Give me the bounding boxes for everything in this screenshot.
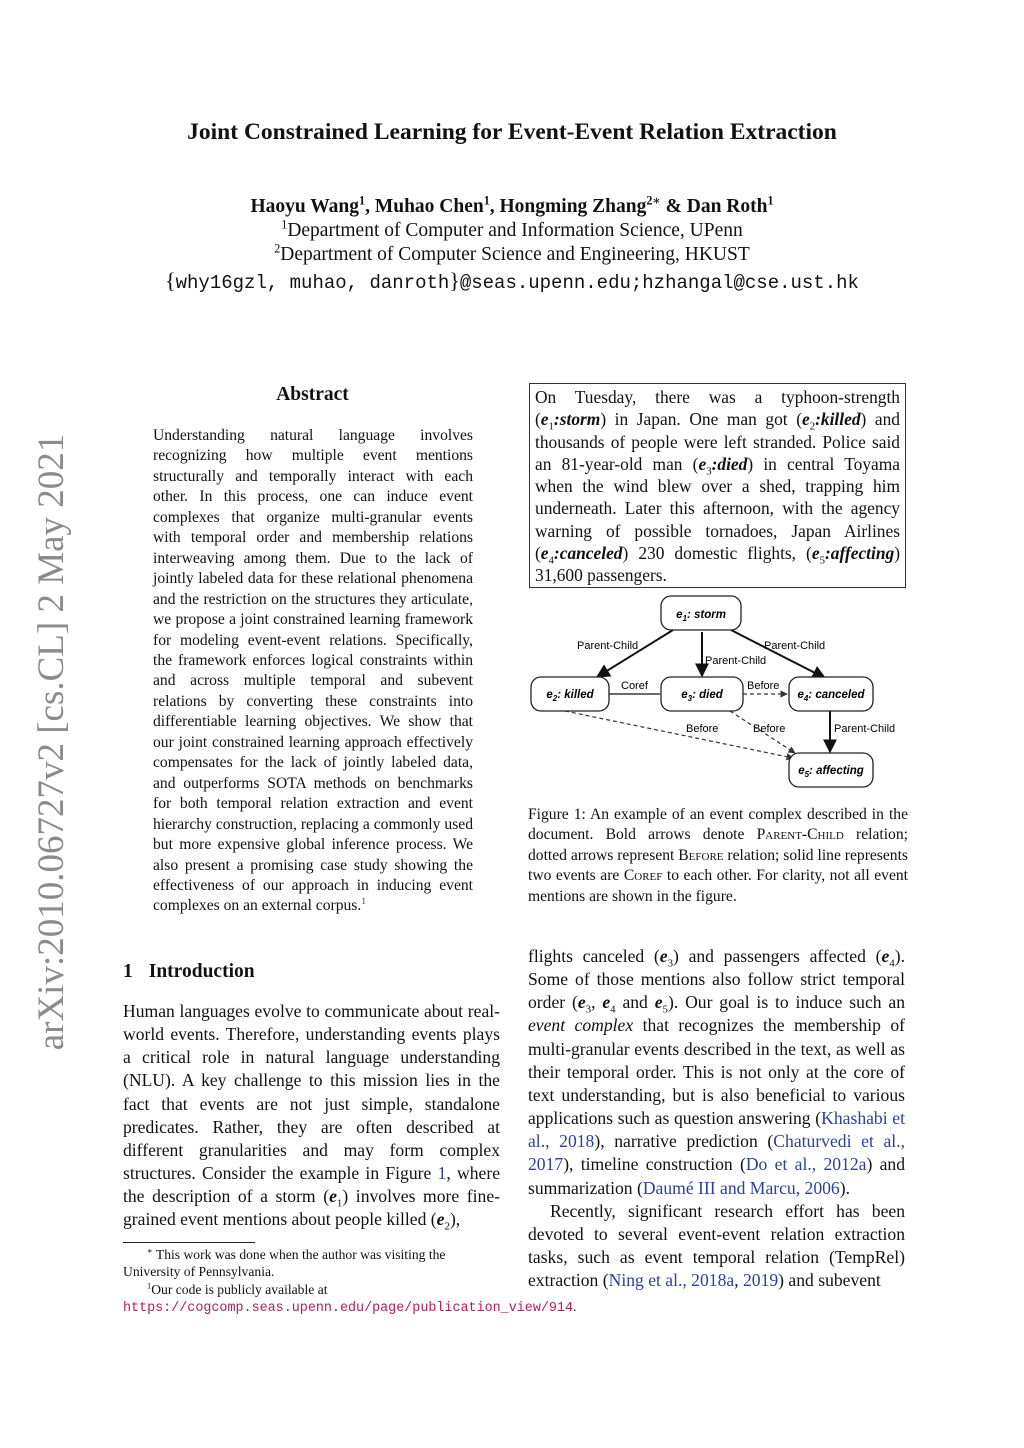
author-affil-sup: 1	[767, 193, 774, 208]
code-url-link[interactable]: https://cogcomp.seas.upenn.edu/page/publication_view/914	[123, 1301, 573, 1316]
text-run: ) in Japan. One man got (	[600, 409, 802, 430]
text-run: ) and passengers affected (	[673, 946, 882, 966]
edge-label: Before	[747, 680, 780, 692]
event-mention: affecting	[830, 543, 895, 564]
text-run: ) and subevent	[778, 1270, 881, 1291]
edge-label: Parent-Child	[577, 640, 639, 652]
affiliation-2	[0, 241, 1024, 266]
text-run: ) involves more fine-grained event mentions about people killed (	[123, 1186, 500, 1230]
text-run: ) 31,600 passengers.	[535, 543, 900, 586]
relation-name: Coref	[623, 867, 663, 885]
caption-label: Figure 1:	[528, 806, 586, 823]
edge-label: Parent-Child	[764, 640, 826, 652]
event-node-e1	[661, 596, 741, 630]
brace-close: }	[449, 268, 460, 293]
author-name: Haoyu Wang	[250, 196, 360, 217]
footnote-rule	[123, 1242, 255, 1243]
author-ampersand: &	[665, 196, 682, 217]
text-run: that recognizes the membership of multi-granular events described in the text, as well as their temporal order. This is not only at the core of text understanding, but is also beneficial to various applications such as question answering (	[528, 1015, 906, 1129]
figure-caption	[528, 805, 908, 907]
citation-link[interactable]: Do et al., 2012a	[745, 1154, 867, 1175]
edge-label: Coref	[621, 680, 648, 692]
text-run: An example of an event complex described in the document. Bold arrows denote	[528, 806, 908, 844]
text-run: , where the description of a storm (	[123, 1163, 501, 1207]
author-name: Dan Roth	[686, 196, 768, 217]
text-run: relation; dotted arrows represent	[528, 826, 908, 864]
text-run: Recently, significant research effort has been devoted to several event-event relation extraction tasks, such as event temporal relation (TempRel) extraction (	[528, 1200, 905, 1291]
section-heading	[123, 961, 255, 983]
text-run: ) in central Toyama when the wind blew over a shed, trapping him underneath. Later this afternoon, with the agency warning of possible tornadoes, Japan Airlines (	[535, 453, 900, 564]
footnote-text: .	[573, 1299, 577, 1314]
svg-text:e2: killed: $e_2$: killed	[546, 689, 594, 703]
section-number: 1	[123, 961, 133, 982]
edge-label: Before	[753, 723, 786, 735]
edge-label: Parent-Child	[705, 655, 767, 667]
footnote-2	[123, 1280, 577, 1317]
edge-label: Parent-Child	[834, 723, 896, 735]
affil-sup: 2	[274, 241, 281, 256]
footnote-mark: ∗	[147, 1245, 153, 1256]
svg-text:e1: storm: $e_1$: storm	[676, 609, 726, 623]
affil-sup: 1	[281, 217, 288, 232]
emphasis-term: event complex	[528, 1015, 634, 1036]
text-run: ),	[449, 1209, 461, 1230]
arxiv-side-label: arXiv:2010.06727v2 [cs.CL] 2 May 2021	[31, 433, 72, 1051]
event-mention: killed	[820, 409, 861, 430]
event-node-e2	[531, 677, 609, 711]
footnote-text: This work was done when the author was visiting the University of Pennsylvania.	[123, 1247, 446, 1279]
footnote-mark: 1	[147, 1280, 152, 1291]
edge-label: Before	[686, 723, 719, 735]
email-other: hzhangal@cse.ust.hk	[642, 272, 859, 294]
relation-name: Before	[678, 846, 724, 864]
author-name: Muhao Chen	[374, 196, 484, 217]
footnote-link[interactable]: 1	[361, 896, 367, 908]
text-run: ), narrative prediction (	[594, 1131, 774, 1152]
author-name: Hongming Zhang	[499, 196, 647, 217]
footnote-text: Our code is publicly available at	[151, 1282, 328, 1297]
intro-right-text: flights canceled $(e_3)$ and passengers affected $(e_4)$. Some of those mentions also follow strict temporal order ($e_3$, $e_4$ and $e_5$). Our goal is to induce such an event complex that recognizes the membership of multi-granular events described in the text, as well as their temporal order. This is not only at the core of text understanding, but is also beneficial to various applications such as question answering (Khashabi et al., 2018), narrative prediction (Chaturvedi et al., 2017), timeline construction (Do et al., 2012a) and summarization (Daumé III and Marcu, 2006). Recently, significant research effort has been devoted to several event-event relation extraction tasks, such as event temporal relation (TempRel) extraction (Ning et al., 2018a, 2019) and subevent	[528, 946, 906, 1291]
text-run: On Tuesday, there was a typhoon-strength (	[535, 387, 900, 430]
affil-text: Department of Computer and Information Science, UPenn	[287, 220, 743, 241]
text-run: to each other. For clarity, not all event mentions are shown in the figure.	[528, 867, 908, 905]
paper-title: Joint Constrained Learning for Event-Event Relation Extraction	[187, 119, 837, 145]
text-run: ) and thousands of people were left stranded. Police said an 81-year-old man (	[535, 409, 900, 474]
text-run: ) and summarization (	[528, 1154, 905, 1198]
citation-link[interactable]: Ning et al., 2018a	[608, 1270, 735, 1291]
edge-parent-child	[731, 630, 825, 678]
relation-name: Parent-Child	[756, 826, 844, 844]
email-domain: @seas.upenn.edu;	[459, 272, 643, 294]
author-affil-sup: 2∗	[646, 193, 661, 208]
example-text-box: On Tuesday, there was a typhoon-strength $(e_1:storm)$ in Japan. One man got $(e_2:killed)$ and thousands of people were left stranded. Police said an 81-year-old man $(e_3:died)$ in central Toyama when the wind blew over a shed, trapping him underneath. Later this afternoon, with the agency warning of possible tornadoes, Japan Airlines $(e_4:canceled)$ 230 domestic flights, $(e_5:affecting)$ 31,600 passengers.	[529, 383, 906, 588]
text-run: ). Some of those mentions also follow strict temporal order (	[528, 946, 905, 1013]
svg-text:e5: affecting: $e_5$: affecting	[798, 765, 864, 779]
abstract-text: Understanding natural language involves recognizing how multiple event mentions structurally and temporally interact with each other. In this process, one can induce event complexes that organize multi-granular events with temporal order and membership relations interweaving among them. Due to the lack of jointly labeled data for these relational phenomena and the restriction on the structures they articulate, we propose a joint constrained learning framework for modeling event-event relations. Specifically, the framework enforces logical constraints within and across multiple temporal and subevent relations by converting these constraints into differentiable learning objectives. We show that our joint constrained learning approach effectively compensates for the lack of jointly labeled data, and outperforms SOTA methods on benchmarks for both temporal relation extraction and event hierarchy construction, replacing a commonly used but more expensive global inference process. We also present a promising case study showing the effectiveness of our approach in inducing event complexes on an external corpus.	[153, 427, 473, 915]
author-emails	[0, 268, 1024, 294]
intro-left-text: Human languages evolve to communicate about real-world events. Therefore, understanding events plays a critical role in natural language understanding (NLU). A key challenge to this mission lies in the fact that events are not just simple, standalone predicates. Rather, they are often described at different granularities and may form complex structures. Consider the example in Figure 1, where the description of a storm $(e_1)$ involves more fine-grained event mentions about people killed $(e_2)$,	[123, 1001, 501, 1233]
event-mention: canceled	[559, 543, 623, 564]
text-run: relation; solid line represents two events are	[528, 846, 908, 885]
event-node-e3	[661, 677, 743, 711]
event-node-e4	[789, 677, 873, 711]
text-run: Human languages evolve to communicate about real-world events. Therefore, understanding events plays a critical role in natural language understanding (NLU). A key challenge to this mission lies in the fact that events are not just simple, standalone predicates. Rather, they are often described at different granularities and may form complex structures. Consider the example in Figure	[123, 1001, 500, 1184]
author-affil-sup: 1	[359, 193, 366, 208]
citation-link[interactable]: Daumé III and Marcu, 2006	[642, 1177, 840, 1198]
abstract-heading: Abstract	[276, 384, 349, 405]
text-run: ).	[839, 1177, 850, 1198]
author-list: Haoyu Wang$^1$, Muhao Chen$^1$, Hongming Zhang$^{2∗}$ & Dan Roth$^1$	[250, 193, 774, 217]
author-affil-sup: 1	[483, 193, 490, 208]
citation-link[interactable]: Chaturvedi et al., 2017	[528, 1131, 905, 1175]
text-run: ,	[734, 1270, 743, 1291]
citation-link[interactable]: Khashabi et al., 2018	[528, 1108, 905, 1152]
abstract-body	[153, 426, 473, 917]
text-run: flights canceled (	[528, 946, 660, 966]
event-complex-figure	[525, 590, 915, 790]
text-run: ), timeline construction (	[563, 1154, 746, 1175]
svg-text:e3: died: $e_3$: died	[681, 689, 723, 703]
event-mention: storm	[559, 409, 601, 430]
figure-ref-link[interactable]: 1	[437, 1163, 447, 1184]
event-node-e5	[789, 753, 873, 787]
citation-link[interactable]: 2019	[742, 1270, 779, 1291]
brace-open: {	[165, 268, 176, 293]
edge-parent-child	[597, 630, 673, 677]
affil-text: Department of Computer Science and Engineering, HKUST	[280, 244, 750, 265]
footnote-1	[123, 1246, 503, 1280]
event-mention: died	[717, 453, 748, 474]
text-run: and	[615, 992, 655, 1013]
svg-text:e4: canceled: $e_4$: canceled	[797, 689, 865, 703]
email-group: why16gzl, muhao, danroth	[175, 272, 450, 294]
affiliation-1	[0, 217, 1024, 242]
text-run: ). Our goal is to induce such an	[667, 992, 905, 1013]
text-run: ) 230 domestic flights, (	[622, 543, 812, 564]
section-title: Introduction	[148, 961, 255, 982]
